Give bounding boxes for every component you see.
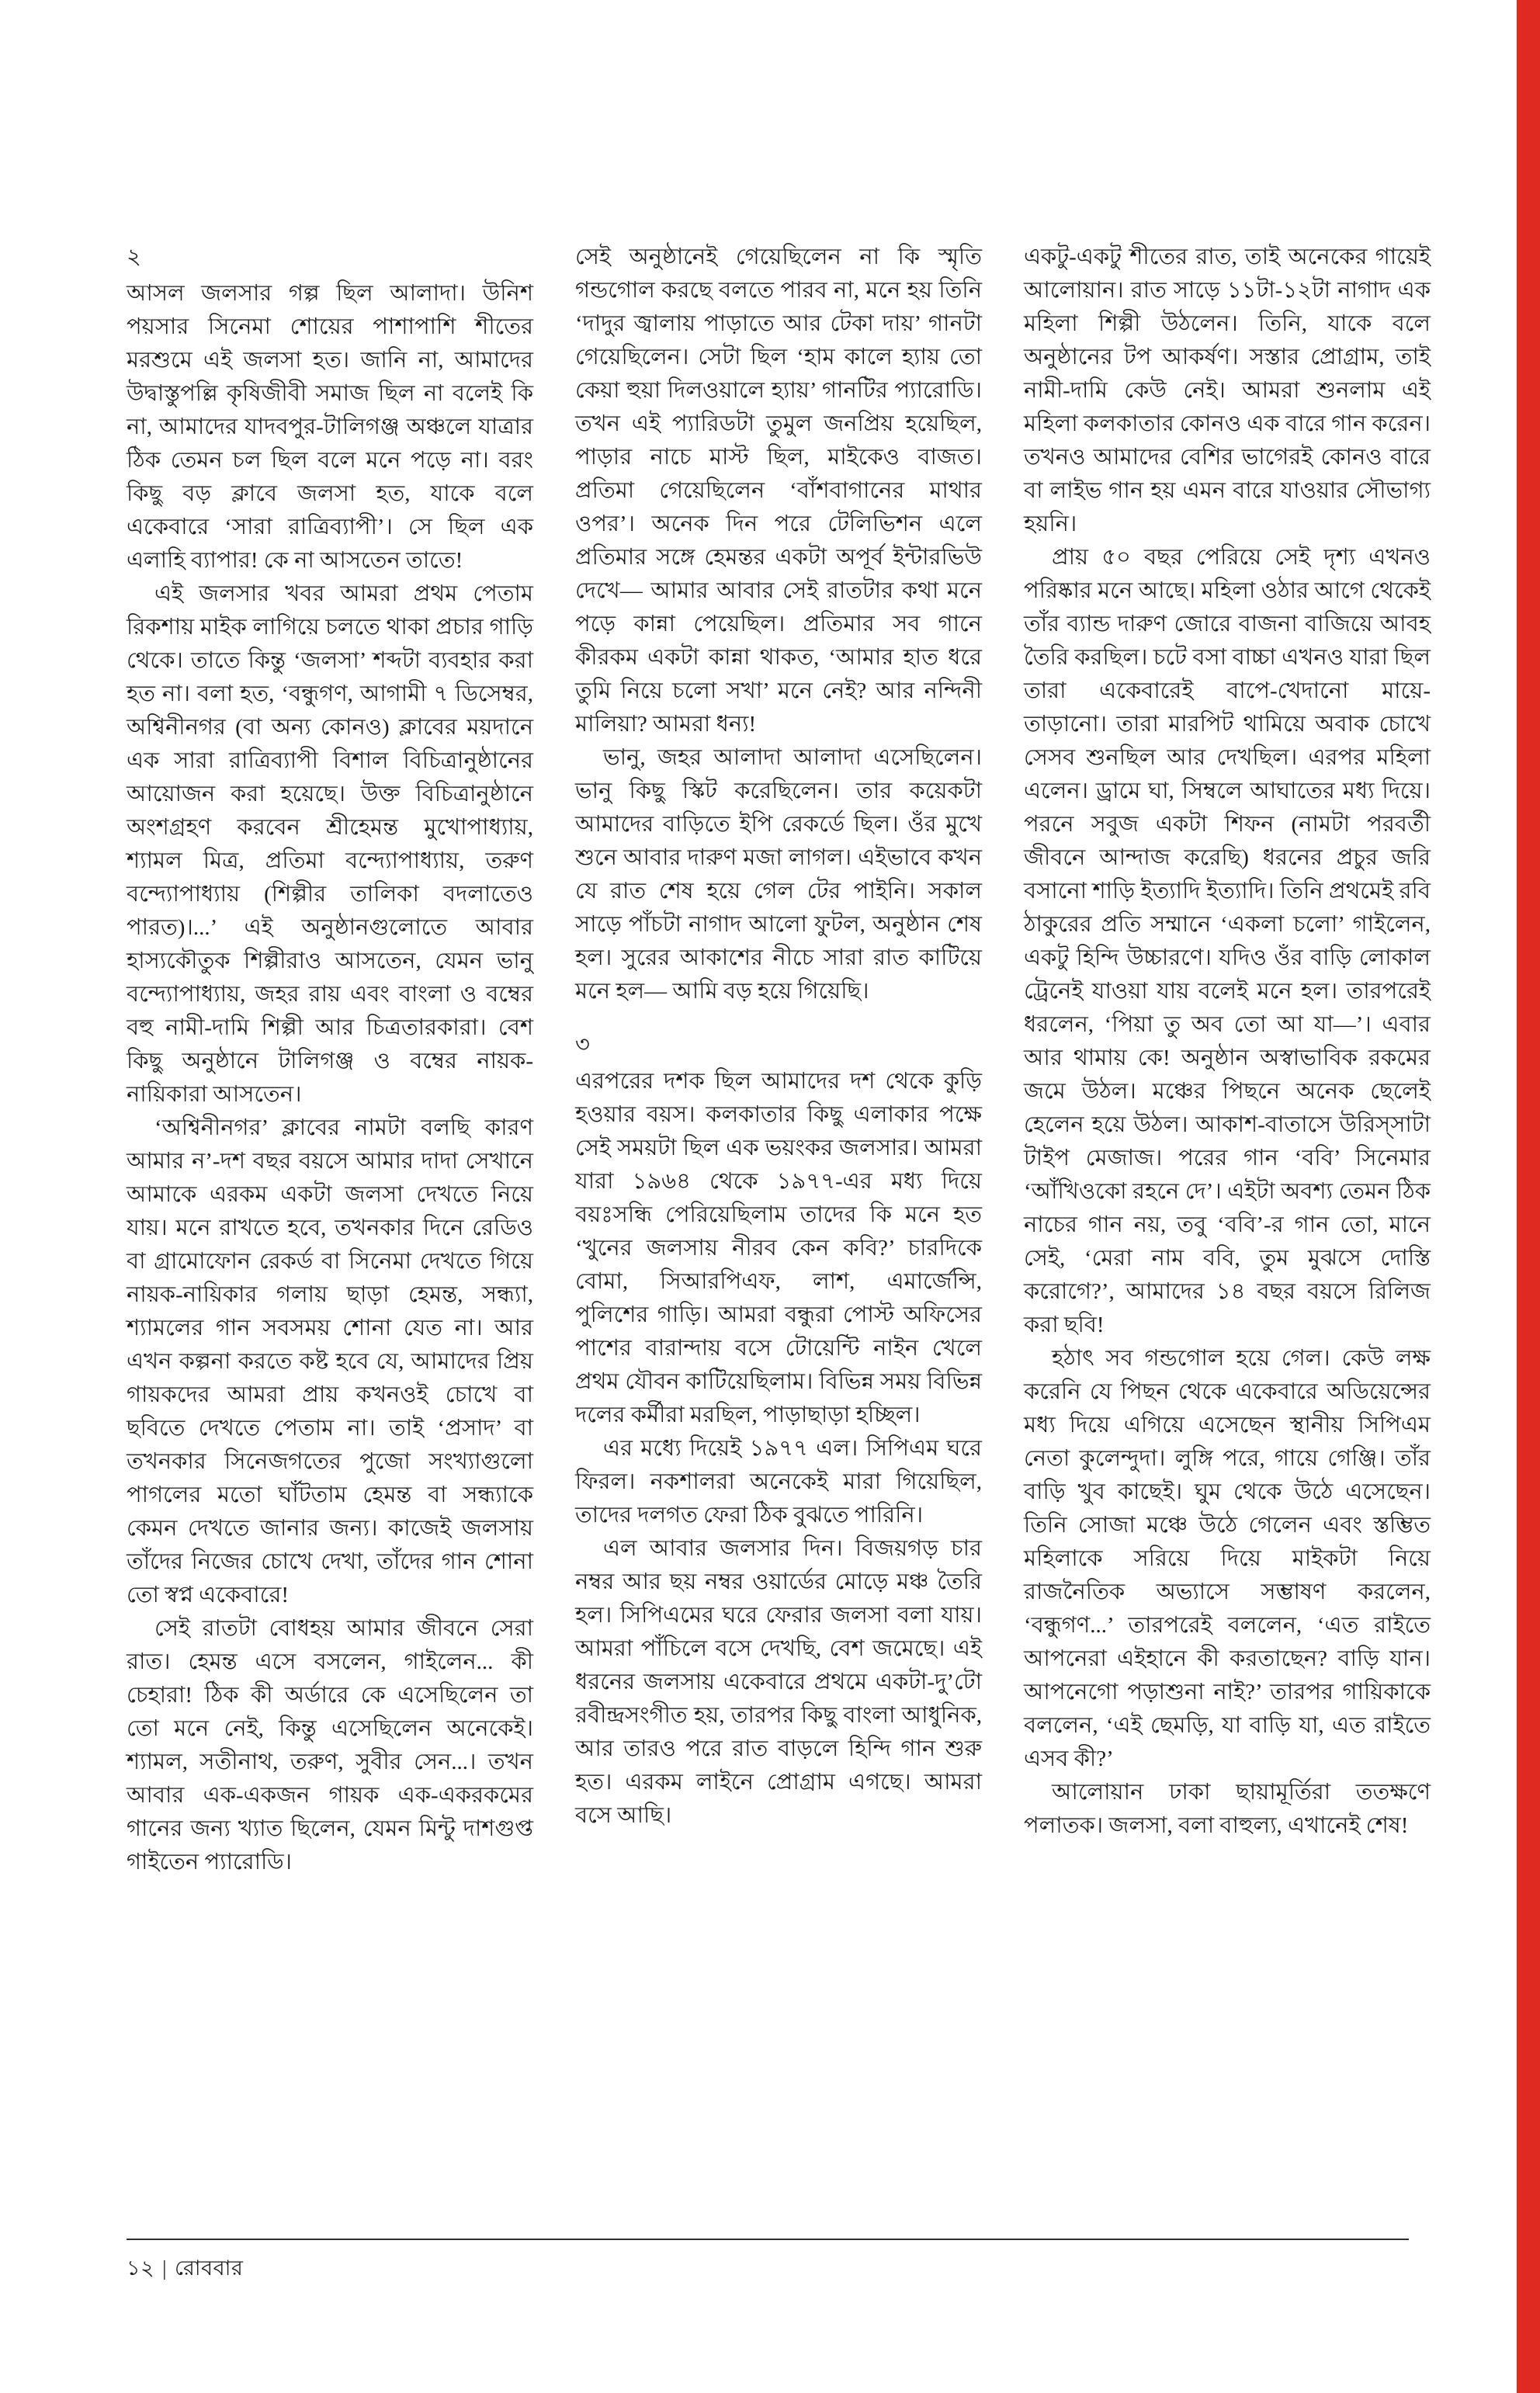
footer-text (127, 2253, 1409, 2287)
paragraph: প্রায় ৫০ বছর পেরিয়ে সেই দৃশ্য এখনও পরিষ্কার মনে আছে। মহিলা ওঠার আগে থেকেই তাঁর ব্যান্ড দারুণ জোরে বাজনা বাজিয়ে আবহ তৈরি করছিল। চটে বসা বাচ্চা এখনও যারা ছিল তারা একেবারেই বাপে-খেদানো মায়ে-তাড়ানো। তারা মারপিট থামিয়ে অবাক চোখে সেসব শুনছিল আর দেখছিল। এরপর মহিলা এলেন। ড্রামে ঘা, সিম্বলে আঘাতের মধ্য দিয়ে। পরনে সবুজ একটা শিফন (নামটা পরবর্তী জীবনে আন্দাজ করেছি) ধরনের প্রচুর জরি বসানো শাড়ি ইত্যাদি ইত্যাদি। তিনি প্রথমেই রবি ঠাকুরের প্রতি সম্মানে ‘একলা চলো’ গাইলেন, একটু হিন্দি উচ্চারণে। যদিও ওঁর বাড়ি লোকাল ট্রেনেই যাওয়া যায় বলেই মনে হল। তারপরেই ধরলেন, ‘পিয়া তু অব তো আ যা—’। এবার আর থামায় কে! অনুষ্ঠান অস্বাভাবিক রকমের জমে উঠল। মঞ্চের পিছনে অনেক ছেলেই হেলেন হয়ে উঠল। আকাশ-বাতাসে উরিস্সাটা টাইপ মেজাজ। পরের গান ‘ববি’ সিনেমার ‘আঁখিওকো রহনে দে’। এইটা অবশ্য তেমন ঠিক নাচের গান নয়, তবু ‘ববি’-র গান তো, মানে সেই, ‘মেরা নাম ববি, তুম মুঝসে দোস্তি করোগে?’, আমাদের ১৪ বছর বয়সে রিলিজ করা ছবি! (1024, 545, 1431, 1337)
paragraph: এরপরের দশক ছিল আমাদের দশ থেকে কুড়ি হওয়ার বয়স। কলকাতার কিছু এলাকার পক্ষে সেই সময়টা ছিল এক ভয়ংকর জলসার। আমরা যারা ১৯৬৪ থেকে ১৯৭৭-এর মধ্য দিয়ে বয়ঃসন্ধি পেরিয়েছিলাম তাদের কি মনে হত ‘খুনের জলসায় নীরব কেন কবি?’ চারদিকে বোমা, সিআরপিএফ, লাশ, এমার্জেন্সি, পুলিশের গাড়ি। আমরা বন্ধুরা পোস্ট অফিসের পাশের বারান্দায় বসে টোয়েন্টি নাইন খেলে প্রথম যৌবন কাটিয়েছিলাম। বিভিন্ন সময় বিভিন্ন দলের কর্মীরা মরছিল, পাড়াছাড়া হচ্ছিল। (575, 1069, 982, 1427)
footer-separator: | (162, 2256, 167, 2280)
article-columns (127, 241, 1431, 1879)
paragraph: সেই রাতটা বোধহয় আমার জীবনে সেরা রাত। হেমন্ত এসে বসলেন, গাইলেন... কী চেহারা! ঠিক কী অর্ডারে কে এসেছিলেন তা তো মনে নেই, কিন্তু এসেছিলেন অনেকেই। শ্যামল, সতীনাথ, তরুণ, সুবীর সেন...। তখন আবার এক-একজন গায়ক এক-একরকমের গানের জন্য খ্যাত ছিলেন, যেমন মিন্টু দাশগুপ্ত গাইতেন প্যারোডি। (127, 1616, 533, 1875)
article-column-3 (1024, 241, 1431, 1879)
publication-name: রোববার (174, 2256, 244, 2280)
paragraph: আলোয়ান ঢাকা ছায়ামূর্তিরা ততক্ষণে পলাতক। জলসা, বলা বাহুল্য, এখানেই শেষ! (1024, 1780, 1431, 1838)
paragraph: ‘অশ্বিনীনগর’ ক্লাবের নামটা বলছি কারণ আমার ন’-দশ বছর বয়সে আমার দাদা সেখানে আমাকে এরকম একটা জলসা দেখতে নিয়ে যায়। মনে রাখতে হবে, তখনকার দিনে রেডিও বা গ্রামোফোন রেকর্ড বা সিনেমা দেখতে গিয়ে নায়ক-নায়িকার গলায় ছাড়া হেমন্ত, সন্ধ্যা, শ্যামলের গান সবসময় শোনা যেত না। আর এখন কল্পনা করতে কষ্ট হবে যে, আমাদের প্রিয় গায়কদের আমরা প্রায় কখনওই চোখে বা ছবিতে দেখতে পেতাম না। তাই ‘প্রসাদ’ বা তখনকার সিনেজগতের পুজো সংখ্যাগুলো পাগলের মতো ঘাঁটতাম হেমন্ত বা সন্ধ্যাকে কেমন দেখতে জানার জন্য। কাজেই জলসায় তাঁদের নিজের চোখে দেখা, তাঁদের গান শোনা তো স্বপ্ন একেবারে! (127, 1115, 533, 1607)
paragraph: ভানু, জহর আলাদা আলাদা এসেছিলেন। ভানু কিছু স্কিট করেছিলেন। তার কয়েকটা আমাদের বাড়িতে ইপি রেকর্ডে ছিল। ওঁর মুখে শুনে আবার দারুণ মজা লাগল। এইভাবে কখন যে রাত শেষ হয়ে গেল টের পাইনি। সকাল সাড়ে পাঁচটা নাগাদ আলো ফুটল, অনুষ্ঠান শেষ হল। সুরের আকাশের নীচে সারা রাত কাটিয়ে মনে হল— আমি বড় হয়ে গিয়েছি। (575, 745, 982, 1004)
page-footer (127, 2239, 1409, 2287)
footer-divider (127, 2239, 1409, 2240)
section-number: ২ (127, 245, 141, 269)
paragraph: এই জলসার খবর আমরা প্রথম পেতাম রিকশায় মাইক লাগিয়ে চলতে থাকা প্রচার গাড়ি থেকে। তাতে কিন্তু ‘জলসা’ শব্দটা ব্যবহার করা হত না। বলা হত, ‘বন্ধুগণ, আগামী ৭ ডিসেম্বর, অশ্বিনীনগর (বা অন্য কোনও) ক্লাবের ময়দানে এক সারা রাত্রিব্যাপী বিশাল বিচিত্রানুষ্ঠানের আয়োজন করা হয়েছে। উক্ত বিচিত্রানুষ্ঠানে অংশগ্রহণ করবেন শ্রীহেমন্ত মুখোপাধ্যায়, শ্যামল মিত্র, প্রতিমা বন্দ্যোপাধ্যায়, তরুণ বন্দ্যোপাধ্যায় (শিল্পীর তালিকা বদলাতেও পারত)।...’ এই অনুষ্ঠানগুলোতে আবার হাস্যকৌতুক শিল্পীরাও আসতেন, যেমন ভানু বন্দ্যোপাধ্যায়, জহর রায় এবং বাংলা ও বম্বের বহু নামী-দামি শিল্পী আর চিত্রতারকারা। বেশ কিছু অনুষ্ঠানে টালিগঞ্জ ও বম্বের নায়ক-নায়িকারা আসতেন। (127, 581, 533, 1107)
section-number: ৩ (575, 1032, 590, 1057)
paragraph: সেই অনুষ্ঠানেই গেয়েছিলেন না কি স্মৃতি গন্ডগোল করছে বলতে পারব না, মনে হয় তিনি ‘দাদুর জ্বালায় পাড়াতে আর টেকা দায়’ গানটা গেয়েছিলেন। সেটা ছিল ‘হাম কালে হ্যায় তো কেয়া হুয়া দিলওয়ালে হ্যায়’ গানটির প্যারোডি। তখন এই প্যারিডটা তুমুল জনপ্রিয় হয়েছিল, পাড়ার নাচে মাস্ট ছিল, মাইকেও বাজত। প্রতিমা গেয়েছিলেন ‘বাঁশবাগানের মাথার ওপর’। অনেক দিন পরে টেলিভিশন এলে প্রতিমার সঙ্গে হেমন্তর একটা অপূর্ব ইন্টারভিউ দেখে— আমার আবার সেই রাতটার কথা মনে পড়ে কান্না পেয়েছিল। প্রতিমার সব গানে কীরকম একটা কান্না থাকত, ‘আমার হাত ধরে তুমি নিয়ে চলো সখা’ মনে নেই? আর নন্দিনী মালিয়া? আমরা ধন্য! (575, 245, 982, 737)
article-column-1 (127, 241, 533, 1879)
accent-bar (1517, 0, 1540, 2393)
paragraph: হঠাৎ সব গন্ডগোল হয়ে গেল। কেউ লক্ষ করেনি যে পিছন থেকে একেবারে অডিয়েন্সের মধ্য দিয়ে এগিয়ে এসেছেন স্থানীয় সিপিএম নেতা কুলেন্দুদা। লুঙ্গি পরে, গায়ে গেঞ্জি। তাঁর বাড়ি খুব কাছেই। ঘুম থেকে উঠে এসেছেন। তিনি সোজা মঞ্চে উঠে গেলেন এবং স্তম্ভিত মহিলাকে সরিয়ে দিয়ে মাইকটা নিয়ে রাজনৈতিক অভ্যাসে সম্ভাষণ করলেন, ‘বন্ধুগণ...’ তারপরেই বললেন, ‘এত রাইতে আপনেরা এইহানে কী করতাছেন? বাড়ি যান। আপনেগো পড়াশুনা নাই?’ তারপর গায়িকাকে বললেন, ‘এই ছেমড়ি, যা বাড়ি যা, এত রাইতে এসব কী?’ (1024, 1346, 1431, 1771)
paragraph: এর মধ্যে দিয়েই ১৯৭৭ এল। সিপিএম ঘরে ফিরল। নকশালরা অনেকেই মারা গিয়েছিল, তাদের দলগত ফেরা ঠিক বুঝতে পারিনি। (575, 1436, 982, 1528)
article-column-2 (575, 241, 982, 1879)
page-number: ১২ (127, 2256, 155, 2280)
paragraph: একটু-একটু শীতের রাত, তাই অনেকের গায়েই আলোয়ান। রাত সাড়ে ১১টা-১২টা নাগাদ এক মহিলা শিল্পী উঠলেন। তিনি, যাকে বলে অনুষ্ঠানের টপ আকর্ষণ। সস্তার প্রোগ্রাম, তাই নামী-দামি কেউ নেই। আমরা শুনলাম এই মহিলা কলকাতার কোনও এক বারে গান করেন। তখনও আমাদের বেশির ভাগেরই কোনও বারে বা লাইভ গান হয় এমন বারে যাওয়ার সৌভাগ্য হয়নি। (1024, 245, 1431, 536)
paragraph: এল আবার জলসার দিন। বিজয়গড় চার নম্বর আর ছয় নম্বর ওয়ার্ডের মোড়ে মঞ্চ তৈরি হল। সিপিএমের ঘরে ফেরার জলসা বলা যায়। আমরা পাঁচিলে বসে দেখছি, বেশ জমেছে। এই ধরনের জলসায় একেবারে প্রথমে একটা-দু’টো রবীন্দ্রসংগীত হয়, তারপর কিছু বাংলা আধুনিক, আর তারও পরে রাত বাড়লে হিন্দি গান শুরু হত। এরকম লাইনে প্রোগ্রাম এগছে। আমরা বসে আছি। (575, 1536, 982, 1828)
paragraph: আসল জলসার গল্প ছিল আলাদা। উনিশ পয়সার সিনেমা শোয়ের পাশাপাশি শীতের মরশুমে এই জলসা হত। জানি না, আমাদের উদ্বাস্তুপল্লি কৃষিজীবী সমাজ ছিল না বলেই কি না, আমাদের যাদবপুর-টালিগঞ্জ অঞ্চলে যাত্রার ঠিক তেমন চল ছিল বলে মনে পড়ে না। বরং কিছু বড় ক্লাবে জলসা হত, যাকে বলে একেবারে ‘সারা রাত্রিব্যাপী’। সে ছিল এক এলাহি ব্যাপার! কে না আসতেন তাতে! (127, 281, 533, 573)
